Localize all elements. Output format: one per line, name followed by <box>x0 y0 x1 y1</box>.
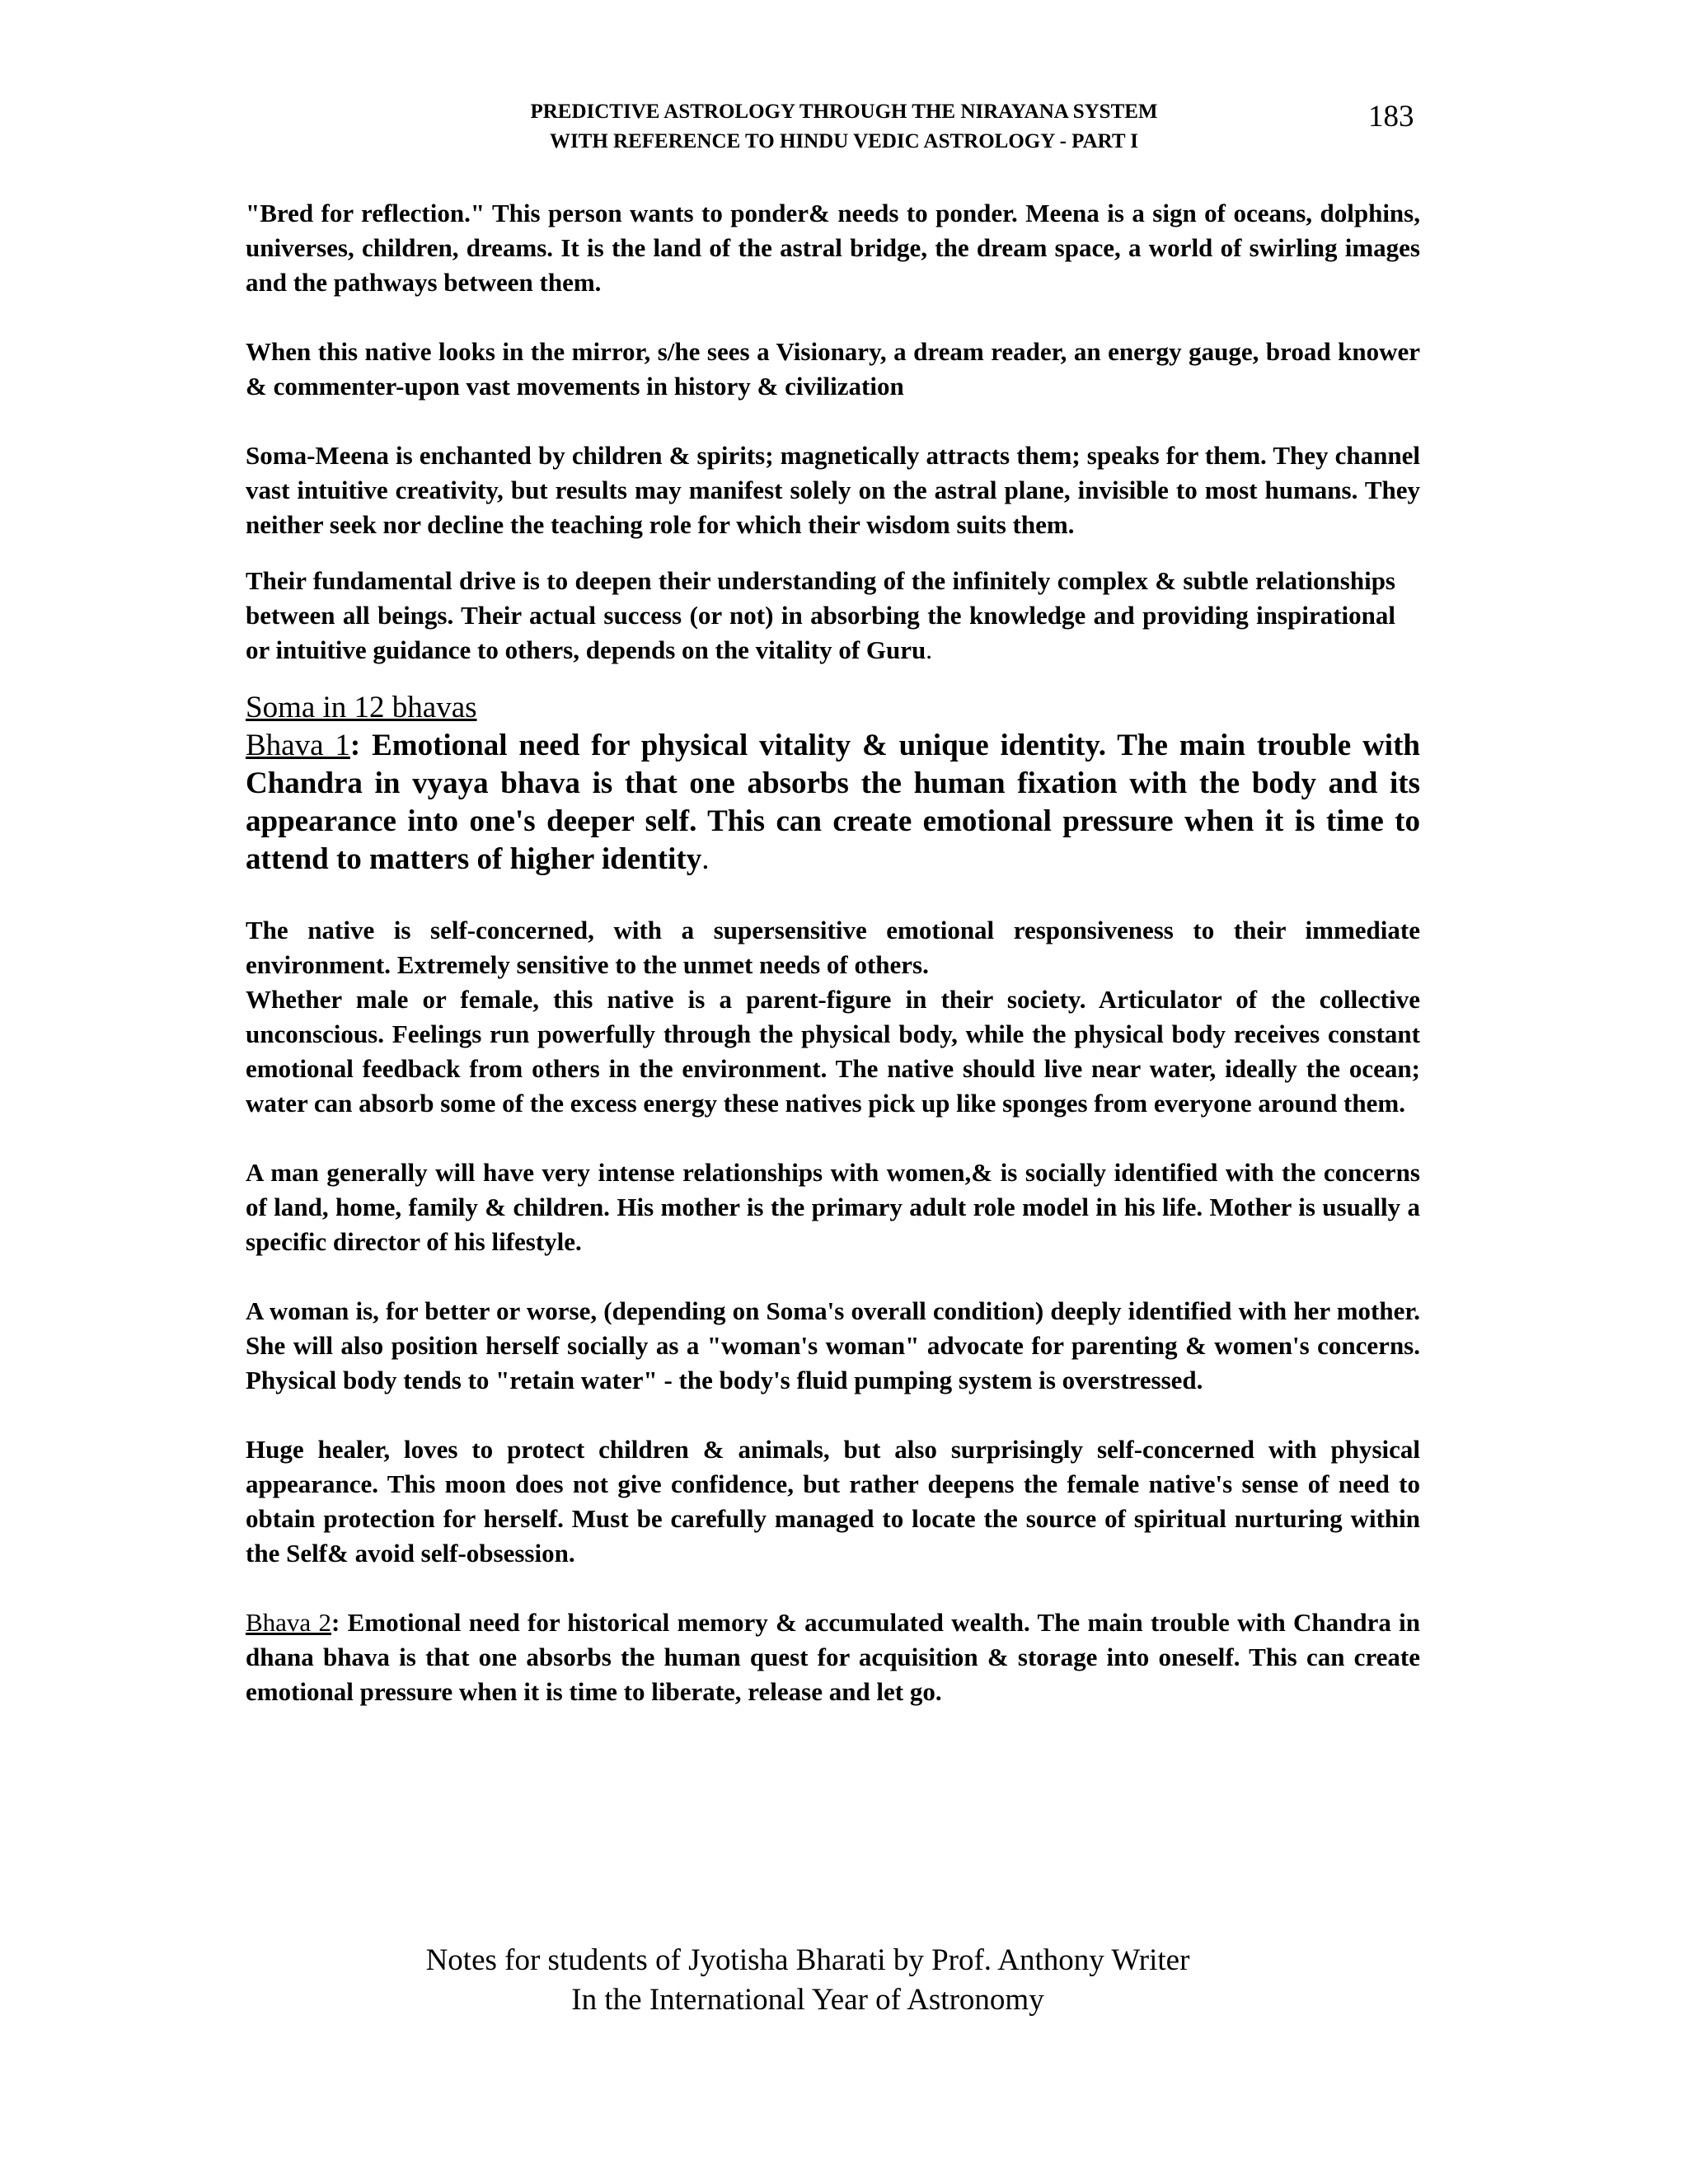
bhava-1-intro <box>246 727 1420 879</box>
bhava-1-paragraph-3: A man generally will have very intense relationships with women,& is socially identified with the concerns of land, home, family & children. His mother is the primary adult role model in his life. Mother is usually a specific director of his lifestyle. <box>246 1158 1420 1256</box>
header-line-1: PREDICTIVE ASTROLOGY THROUGH THE NIRAYANA SYSTEM <box>530 101 1158 123</box>
bhava-1-text: : Emotional need for physical vitality & unique identity. The main trouble with Chandra in vyaya bhava is that one absorbs the human fixation with the body and its appearance into one's deeper self. This can create emotional pressure when it is time to attend to matters of higher identity <box>246 729 1420 876</box>
bhava-1-text-end: . <box>701 842 710 876</box>
intro-paragraph-3: Soma-Meena is enchanted by children & spirits; magnetically attracts them; speaks for them. They channel vast intuitive creativity, but results may manifest solely on the astral plane, invisible to most humans. They neither seek nor decline the teaching role for which their wisdom suits them. <box>246 441 1420 539</box>
bhava-1-label: Bhava 1 <box>246 729 350 762</box>
intro-paragraph-4-end: . <box>926 635 933 664</box>
bhava-2-intro <box>246 1605 1420 1709</box>
page-body <box>246 196 1420 1709</box>
page-footer <box>0 1941 1615 2020</box>
header-line-2: WITH REFERENCE TO HINDU VEDIC ASTROLOGY - PART I <box>549 130 1139 152</box>
bhava-1-paragraph-4: A woman is, for better or worse, (depending on Soma's overall condition) deeply identified with her mother. She will also position herself socially as a "woman's woman" advocate for parenting & women's concerns. Physical body tends to "retain water" - the body's fluid pumping system is overstressed. <box>246 1296 1420 1394</box>
bhava-2-text: : Emotional need for historical memory & accumulated wealth. The main trouble with Chandra in dhana bhava is that one absorbs the human quest for acquisition & storage into oneself. This can create emotional pressure when it is time to liberate, release and let go. <box>246 1608 1420 1706</box>
bhava-1-paragraph-5: Huge healer, loves to protect children & animals, but also surprisingly self-concerned with physical appearance. This moon does not give confidence, but rather deepens the female native's sense of need to obtain protection for herself. Must be carefully managed to locate the source of spiritual nurturing within the Self& avoid self-obsession. <box>246 1435 1420 1568</box>
bhava-2-label: Bhava 2 <box>246 1608 331 1637</box>
footer-line-2: In the International Year of Astronomy <box>571 1983 1044 2017</box>
bhava-1-paragraph-1: The native is self-concerned, with a supersensitive emotional responsiveness to their immediate environment. Extremely sensitive to the unmet needs of others. <box>246 916 1420 979</box>
intro-paragraph-2: When this native looks in the mirror, s/he sees a Visionary, a dream reader, an energy gauge, broad knower & commenter-upon vast movements in history & civilization <box>246 337 1420 401</box>
bhava-1-paragraph-2: Whether male or female, this native is a parent-figure in their society. Articulator of the collective unconscious. Feelings run powerfully through the physical body, while the physical body receives constant emotional feedback from others in the environment. The native should live near water, ideally the ocean; water can absorb some of the excess energy these natives pick up like sponges from everyone around them. <box>246 985 1420 1118</box>
section-heading: Soma in 12 bhavas <box>246 691 477 724</box>
intro-paragraph-1: "Bred for reflection." This person wants to ponder& needs to ponder. Meena is a sign of oceans, dolphins, universes, children, dreams. It is the land of the astral bridge, the dream space, a world of swirling images and the pathways between them. <box>246 199 1420 297</box>
intro-paragraph-4-text: Their fundamental drive is to deepen their understanding of the infinitely complex & subtle relationships between all beings. Their actual success (or not) in absorbing the knowledge and providing inspirational or intuitive guidance to others, depends on the vitality of Guru <box>246 566 1395 664</box>
intro-paragraph-4 <box>246 564 1395 668</box>
page-number: 183 <box>1368 100 1414 134</box>
running-header <box>0 97 1688 157</box>
footer-line-1: Notes for students of Jyotisha Bharati by Prof. Anthony Writer <box>425 1943 1190 1977</box>
